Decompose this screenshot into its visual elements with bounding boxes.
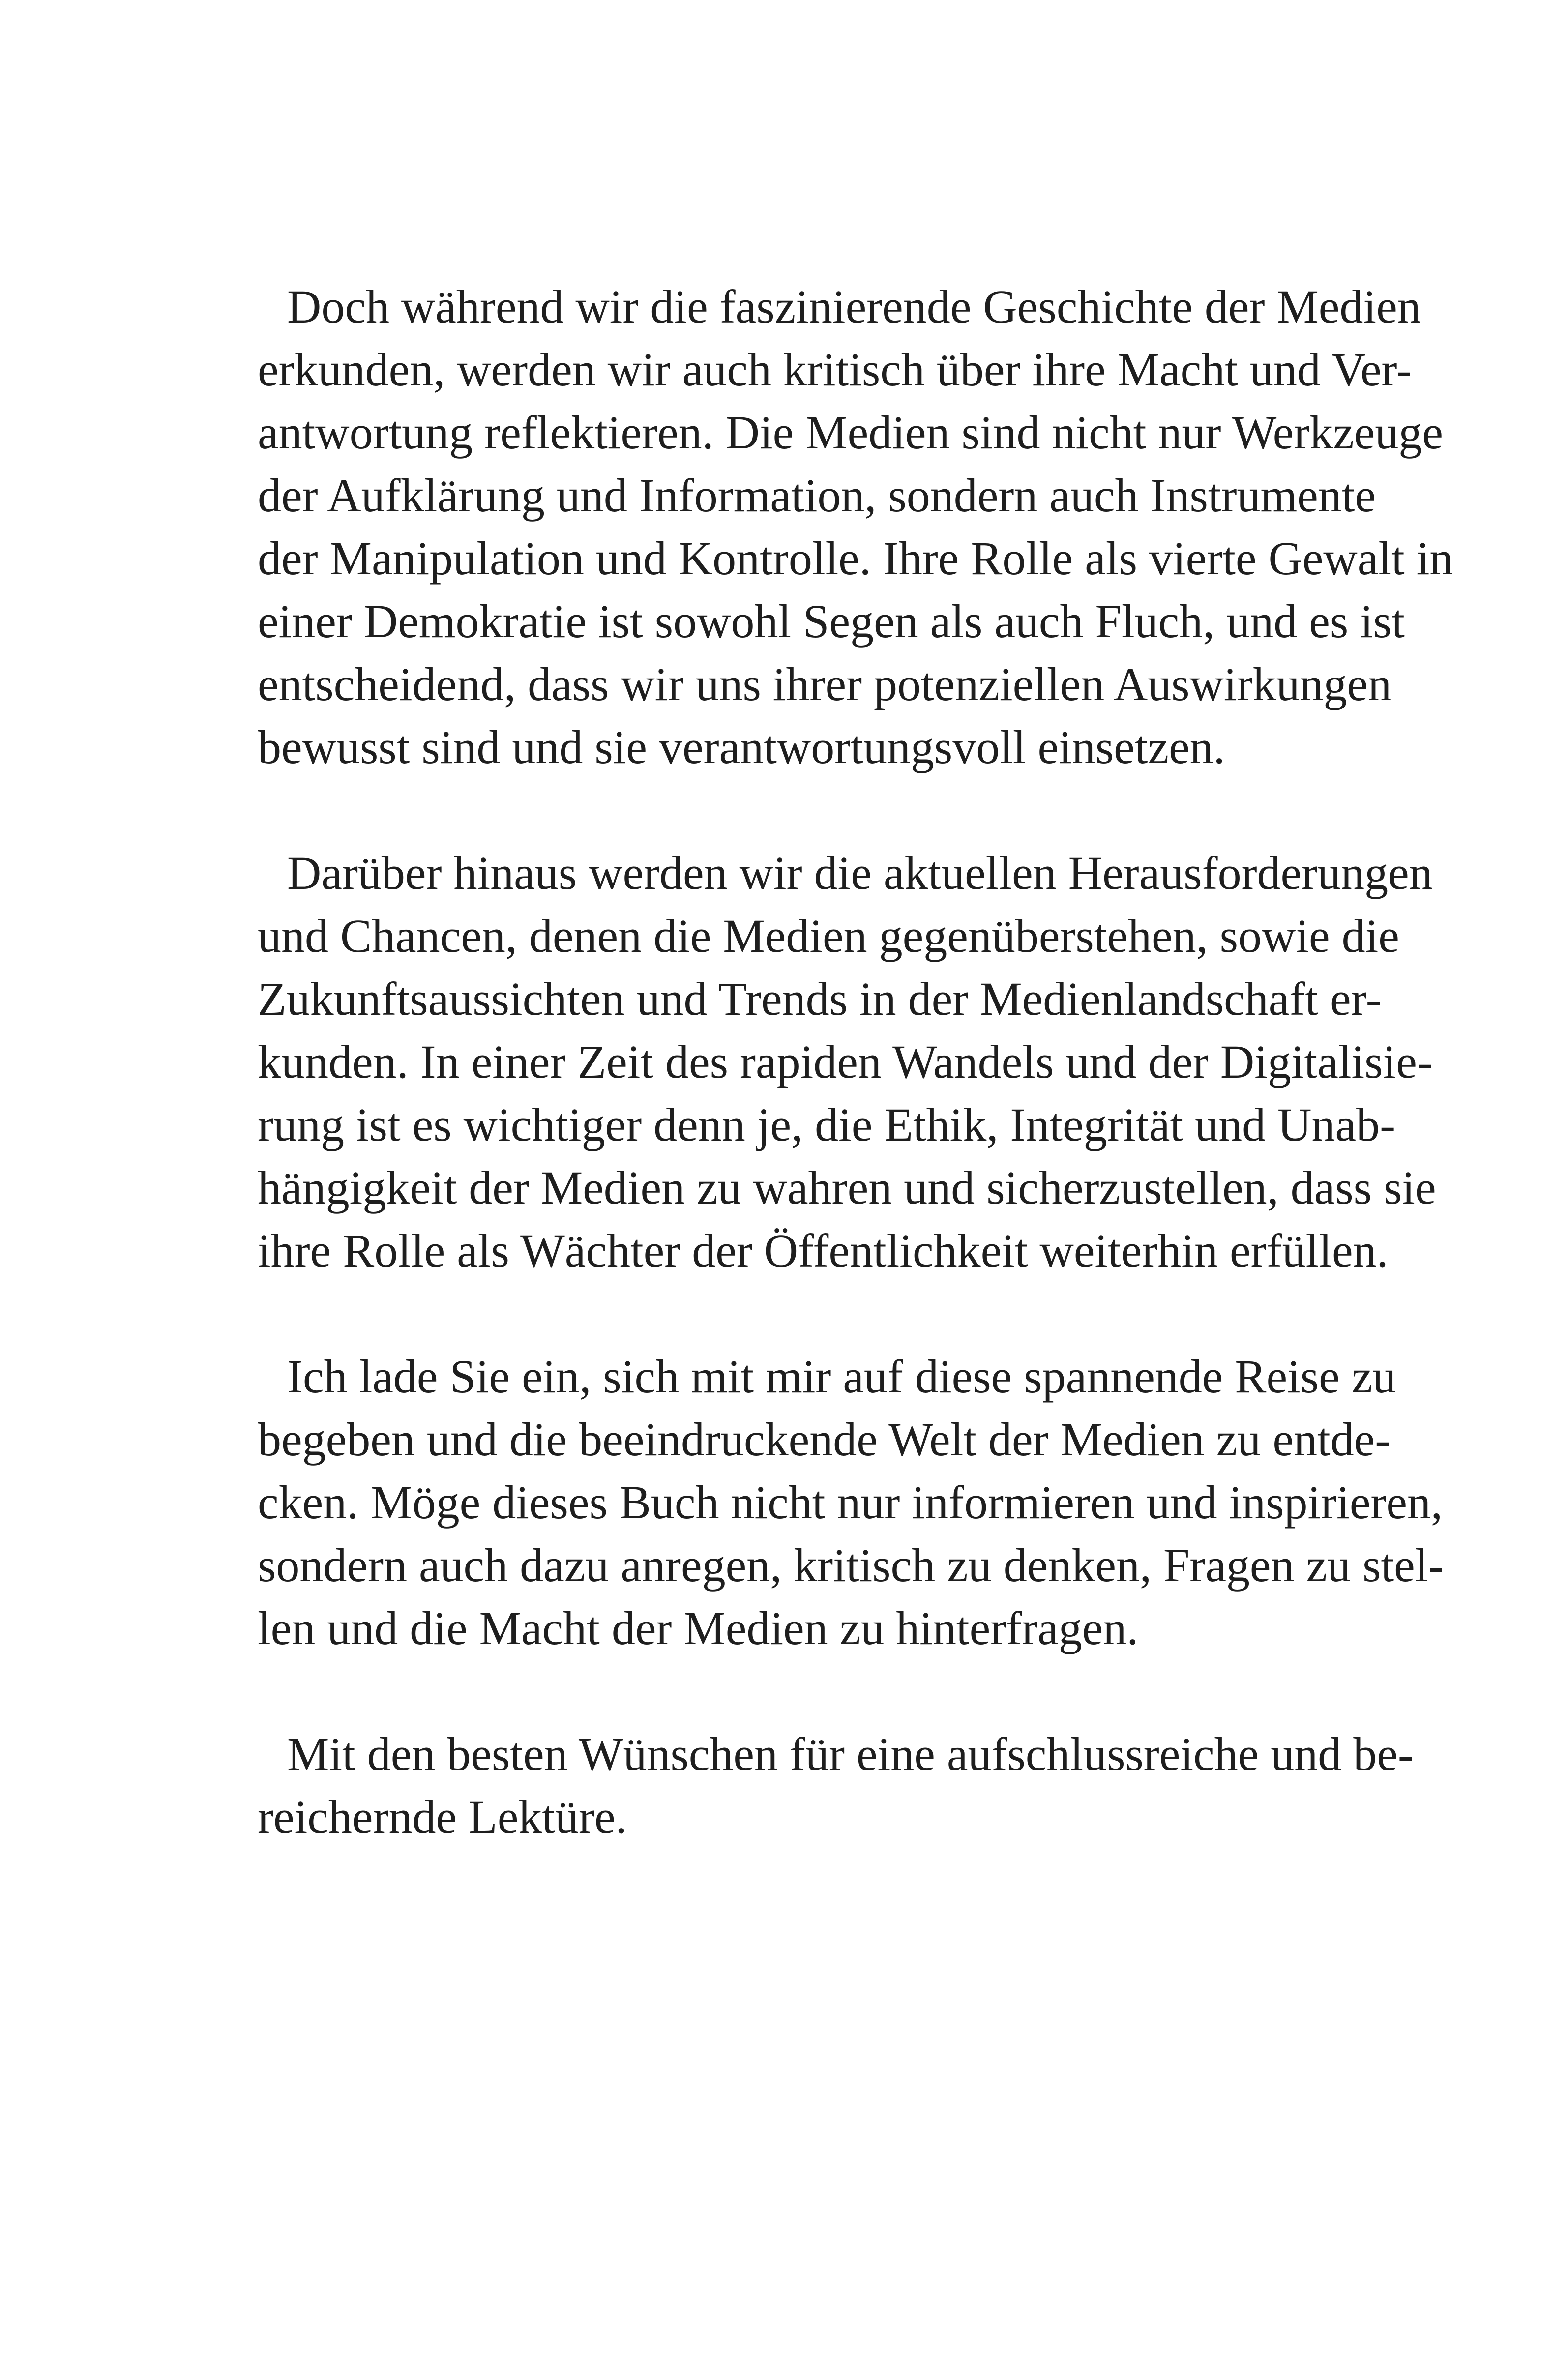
text-line: und Chancen, denen die Medien gegenüberstehen, sowie die <box>258 910 1399 962</box>
text-line: antwortung reflektieren. Die Medien sind nicht nur Werkzeuge <box>258 406 1444 459</box>
text-line: Doch während wir die faszinierende Geschichte der Medien <box>287 280 1421 333</box>
text-line: einer Demokratie ist sowohl Segen als auch Fluch, und es ist <box>258 595 1405 648</box>
paragraph-2 <box>228 842 1436 1282</box>
text-line: rung ist es wichtiger denn je, die Ethik, Integrität und Unab- <box>258 1098 1396 1151</box>
paragraph-4 <box>228 1723 1414 1849</box>
text-line: der Aufklärung und Information, sondern auch Instrumente <box>258 469 1376 522</box>
text-line: erkunden, werden wir auch kritisch über ihre Macht und Ver- <box>258 343 1412 396</box>
text-line: bewusst sind und sie verantwortungsvoll einsetzen. <box>258 721 1225 773</box>
text-line: der Manipulation und Kontrolle. Ihre Rolle als vierte Gewalt in <box>258 532 1453 585</box>
text-line: len und die Macht der Medien zu hinterfragen. <box>258 1602 1139 1654</box>
paragraph-3 <box>228 1345 1444 1660</box>
text-line: sondern auch dazu anregen, kritisch zu denken, Fragen zu stel- <box>258 1539 1444 1592</box>
paragraph-1 <box>228 275 1453 779</box>
text-line: Zukunftsaussichten und Trends in der Medienlandschaft er- <box>258 973 1382 1025</box>
body-text <box>228 275 1453 1912</box>
text-line: entscheidend, dass wir uns ihrer potenziellen Auswirkungen <box>258 658 1392 710</box>
text-line: hängigkeit der Medien zu wahren und sicherzustellen, dass sie <box>258 1161 1436 1214</box>
text-line: Mit den besten Wünschen für eine aufschlussreiche und be- <box>287 1728 1414 1780</box>
text-line: begeben und die beeindruckende Welt der Medien zu entde- <box>258 1413 1391 1466</box>
text-line: cken. Möge dieses Buch nicht nur informieren und inspirieren, <box>258 1476 1443 1529</box>
text-line: reichernde Lektüre. <box>258 1791 627 1843</box>
text-line: Darüber hinaus werden wir die aktuellen Herausforderungen <box>287 847 1433 899</box>
text-line: Ich lade Sie ein, sich mit mir auf diese spannende Reise zu <box>287 1350 1396 1403</box>
text-line: ihre Rolle als Wächter der Öffentlichkeit weiterhin erfüllen. <box>258 1224 1389 1277</box>
text-line: kunden. In einer Zeit des rapiden Wandels und der Digitalisie- <box>258 1035 1433 1088</box>
